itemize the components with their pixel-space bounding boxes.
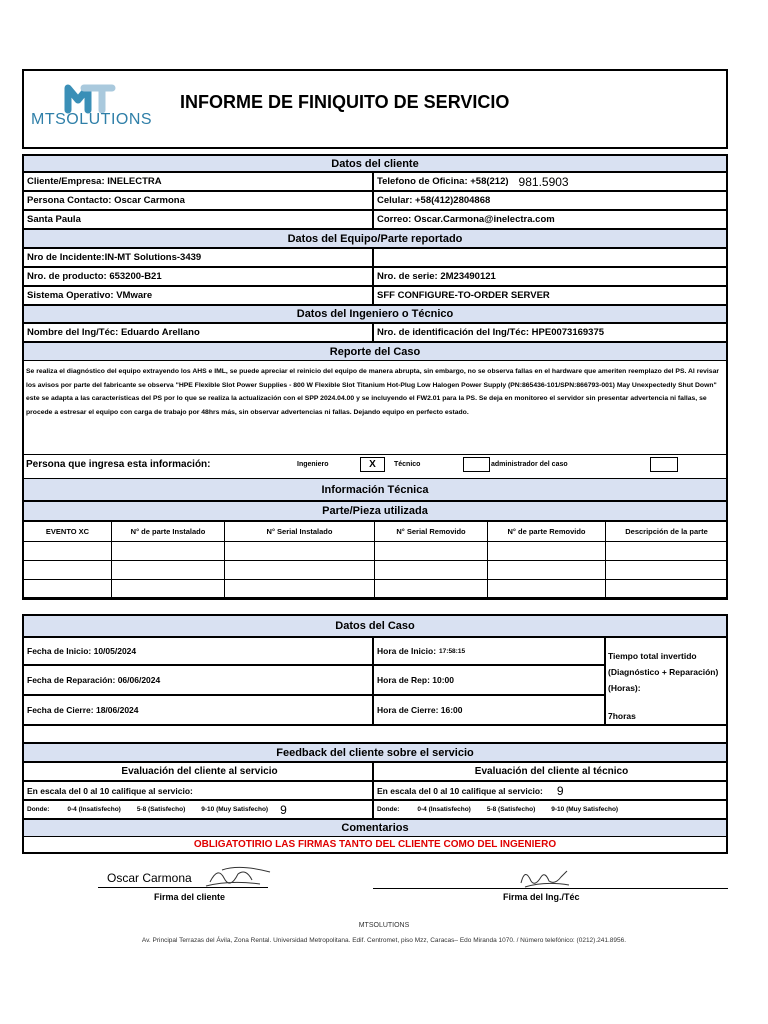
total-time-value: 7horas bbox=[608, 711, 636, 721]
legend-where-tech: Donde: bbox=[377, 806, 400, 813]
tech-scale-prompt-text: En escala del 0 al 10 califique al servicio: bbox=[377, 785, 543, 796]
parts-header-row bbox=[24, 522, 728, 542]
case-start-time bbox=[373, 637, 605, 665]
engineer-signature-line bbox=[373, 888, 728, 889]
start-time-label: Hora de Inicio: bbox=[377, 646, 437, 656]
case-empty-row bbox=[23, 725, 727, 743]
client-signature-label: Firma del cliente bbox=[154, 892, 226, 902]
case-repair-date: Fecha de Reparación: 06/06/2024 bbox=[23, 665, 373, 695]
col-part-installed: N° de parte Instalado bbox=[112, 522, 225, 542]
table-row bbox=[24, 580, 728, 598]
case-repair-time: Hora de Rep: 10:00 bbox=[373, 665, 605, 695]
tech-legend bbox=[373, 800, 727, 819]
case-start-date: Fecha de Inicio: 10/05/2024 bbox=[23, 637, 373, 665]
legend-low: 0-4 (Insatisfecho) bbox=[67, 806, 121, 813]
report-text: Se realiza el diagnóstico del equipo extrayendo los AHS e IML, se puede apreciar el reinicio del equipo de manera abrupta, sin embargo, no se observa fallas en el hardware que ameriten reemplazo del PS. Al revisar los avisos por parte del fabricante se observa "HPE Flexible Slot Power Supplies - 800 W Flexible Slot Titanium Hot-Plug Low Halogen Power Supply (PN:865436-101/SPN:866793-001) May Unexpectedly Shut Down" este se adapta a las características del PS por lo que se realiza la actualización con el SPP 2024.04.00 y se incluyendo el FW2.01 para la PS. Se deja en monitoreo el servidor sin presentar advertencia ni fallas, se procede a estresar el equipo con carga de trabajo por 48hrs más, sin observar advertencias ni fallas. Dejando equipo en perfecto estado. bbox=[26, 368, 720, 416]
col-serial-removed: N° Serial Removido bbox=[375, 522, 488, 542]
case-close-time: Hora de Cierre: 16:00 bbox=[373, 695, 605, 725]
brand-name: MTSOLUTIONS bbox=[31, 111, 153, 128]
option-engineer: Ingeniero bbox=[297, 461, 329, 468]
office-phone-label: Telefono de Oficina: +58(212) bbox=[377, 176, 509, 187]
operating-system: Sistema Operativo: VMware bbox=[23, 286, 373, 305]
client-signature bbox=[200, 860, 275, 890]
client-name: Oscar Carmona bbox=[107, 871, 192, 885]
client-section-header: Datos del cliente bbox=[23, 155, 727, 172]
client-email: Correo: Oscar.Carmona@inelectra.com bbox=[373, 210, 727, 229]
legend-low-tech: 0-4 (Insatisfecho) bbox=[417, 806, 471, 813]
tech-score[interactable]: 9 bbox=[556, 783, 564, 798]
client-signature-line bbox=[98, 887, 268, 888]
tech-scale-prompt bbox=[373, 781, 727, 800]
client-mobile: Celular: +58(412)2804868 bbox=[373, 191, 727, 210]
client-office-phone bbox=[373, 172, 727, 191]
parts-grid bbox=[23, 521, 728, 598]
total-time-label: Tiempo total invertido (Diagnóstico + Reparación)(Horas): bbox=[608, 651, 719, 693]
checkbox-admin[interactable] bbox=[650, 457, 678, 472]
engineer-name: Nombre del Ing/Téc: Eduardo Arellano bbox=[23, 323, 373, 342]
comments-header: Comentarios bbox=[23, 819, 727, 837]
footer-company: MTSOLUTIONS bbox=[358, 922, 410, 929]
engineer-id: Nro. de identificación del Ing/Téc: HPE0073169375 bbox=[373, 323, 727, 342]
equipment-model: SFF CONFIGURE-TO-ORDER SERVER bbox=[373, 286, 727, 305]
document-title: INFORME DE FINIQUITO DE SERVICIO bbox=[180, 92, 510, 112]
case-close-date: Fecha de Cierre: 18/06/2024 bbox=[23, 695, 373, 725]
service-score[interactable]: 9 bbox=[280, 802, 287, 817]
option-technician: Técnico bbox=[394, 461, 421, 468]
tech-eval-title-text: Evaluación del cliente al técnico bbox=[474, 766, 629, 777]
service-eval-title bbox=[23, 762, 373, 781]
engineer-signature bbox=[515, 863, 575, 891]
engineer-signature-label: Firma del Ing./Téc bbox=[503, 892, 580, 902]
start-time-value: 17:58:15 bbox=[439, 647, 466, 655]
col-serial-installed: N° Serial Instalado bbox=[225, 522, 375, 542]
engineer-section-header: Datos del Ingeniero o Técnico bbox=[23, 305, 727, 323]
service-legend bbox=[23, 800, 373, 819]
case-section-header: Datos del Caso bbox=[23, 615, 727, 637]
equipment-section-header: Datos del Equipo/Parte reportado bbox=[23, 229, 727, 248]
col-part-description: Descripción de la parte bbox=[606, 522, 728, 542]
tech-info-header: Información Técnica bbox=[23, 478, 727, 501]
entered-by-label: Persona que ingresa esta información: bbox=[26, 459, 211, 470]
client-contact: Persona Contacto: Oscar Carmona bbox=[23, 191, 373, 210]
client-location: Santa Paula bbox=[23, 210, 373, 229]
option-admin: administrador del caso bbox=[491, 461, 568, 468]
col-part-removed: N° de parte Removido bbox=[488, 522, 606, 542]
legend-high-tech: 9-10 (Muy Satisfecho) bbox=[551, 806, 619, 813]
service-scale-prompt: En escala del 0 al 10 califique al servicio: bbox=[23, 781, 373, 800]
engineer-mark: X bbox=[369, 459, 376, 470]
feedback-section-header: Feedback del cliente sobre el servicio bbox=[23, 743, 727, 762]
checkbox-technician[interactable] bbox=[463, 457, 490, 472]
office-phone-value: 981.5903 bbox=[518, 174, 569, 189]
signature-notice: OBLIGATOTIRIO LAS FIRMAS TANTO DEL CLIENTE COMO DEL INGENIERO bbox=[193, 839, 557, 850]
checkbox-engineer[interactable] bbox=[360, 457, 385, 472]
tech-eval-title bbox=[373, 762, 727, 781]
report-section-header: Reporte del Caso bbox=[23, 342, 727, 361]
incident-number: Nro de Incidente:IN-MT Solutions-3439 bbox=[23, 248, 373, 267]
table-row bbox=[24, 561, 728, 580]
legend-where: Donde: bbox=[27, 806, 50, 813]
product-number: Nro. de producto: 653200-B21 bbox=[23, 267, 373, 286]
legend-high: 9-10 (Muy Satisfecho) bbox=[201, 806, 269, 813]
client-signature-scribble bbox=[200, 860, 275, 890]
col-evento-xc: EVENTO XC bbox=[24, 522, 112, 542]
footer-address: Av. Principal Terrazas del Ávila, Zona Rental. Universidad Metropolitana. Edif. Centromet, piso Mzz, Caracas– Edo Miranda 1070. / Número telefónico: (0212).241.8956. bbox=[141, 937, 627, 944]
parts-table bbox=[23, 521, 727, 599]
parts-header: Parte/Pieza utilizada bbox=[23, 501, 727, 521]
incident-empty bbox=[373, 248, 727, 267]
table-row bbox=[24, 542, 728, 561]
legend-mid-tech: 5-8 (Satisfecho) bbox=[486, 806, 536, 813]
legend-mid: 5-8 (Satisfecho) bbox=[136, 806, 186, 813]
serial-number: Nro. de serie: 2M23490121 bbox=[373, 267, 727, 286]
engineer-signature-scribble bbox=[515, 863, 575, 891]
service-eval-title-text: Evaluación del cliente al servicio bbox=[121, 766, 278, 777]
client-company: Cliente/Empresa: INELECTRA bbox=[23, 172, 373, 191]
